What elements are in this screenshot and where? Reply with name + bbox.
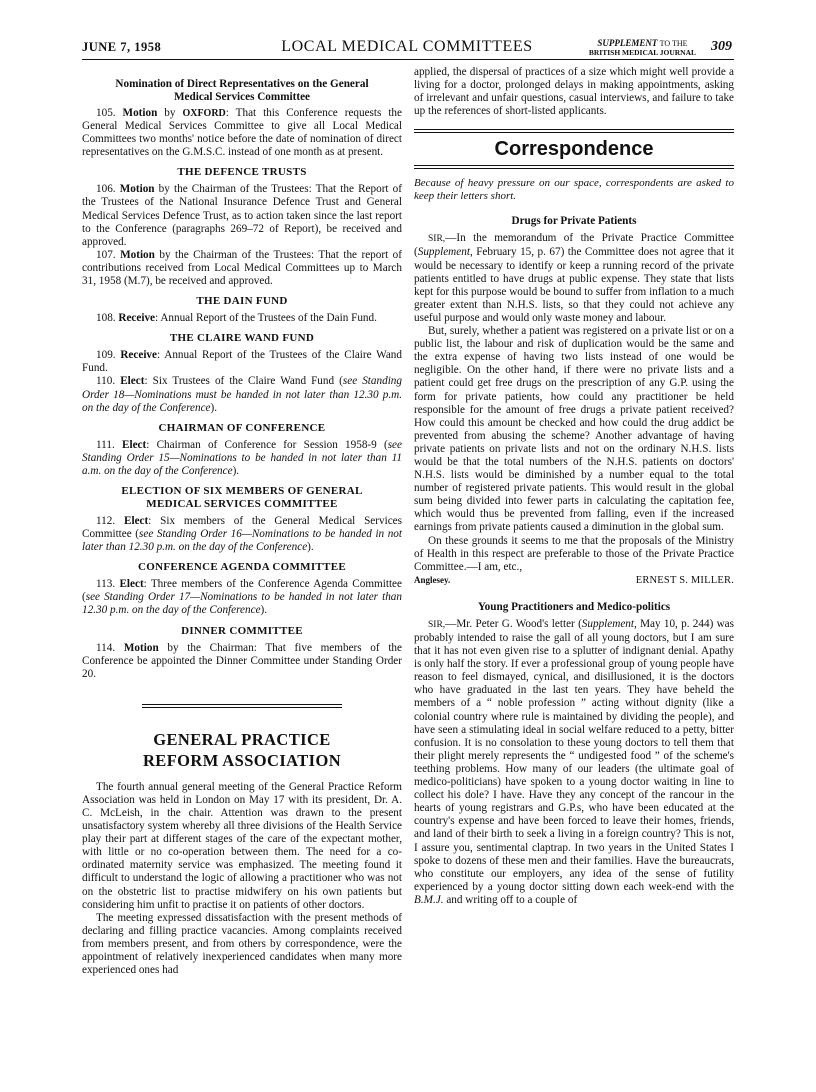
drugs-paragraph-2: But, surely, whether a patient was registered on a private list or on a public list, the labour and risk of duplication would be the same and the extra expense of having two lists instead of one would be negligible. On the other hand, if there were no private lists and a patient could get free drugs on the prescription of any G.P. using the form for private patients, how could any practitioner be held responsible for the amount of free drugs a private patient received? How could this amount be checked and how could the drug addict be prevented from abusing the scheme? Another advantage of having private patients on private lists and not on the ordinary N.H.S. lists would be that the total numbers of the N.H.S. patients on doctors' N.H.S. lists would be diminished by a number equal to the total number of registered private patients. This would result in the global sum being divided into fewer parts in calculating the capitation fee, which would thus be prevented from falling, even if the increased earnings from private patients caused a diminution in the global sum. [414,325,734,534]
item-113: 113. Elect: Three members of the Conference Agenda Committee (see Standing Order 17—Nominations to be handed in not later than 12.30 p.m. on the day of the Conference). [82,578,402,617]
gpra-paragraph-1: The fourth annual general meeting of the General Practice Reform Association was held in London on May 17 with its president, Dr. A. C. McLeish, in the chair. Attention was drawn to the present unsatisfactory system whereby all three divisions of the Health Service play their part at different stages of the care of the expectant mother, with little or no co-operation between them. The need for a co-ordinated maternity service was emphasized. The meeting found it difficult to understand the logic of allowing a practitioner who was not on the obstetric list to practise midwifery on his own patients but considering him unfit to practise it on patients of other doctors. [82,780,402,911]
claire-heading: THE CLAIRE WAND FUND [169,332,315,345]
continuation-paragraph: applied, the dispersal of practices of a size which might well provide a living for a doctor, prolonged delays in making appointments, asking of irrelevant and unfair questions, casual interviews, and failure to take up the references of short-listed applicants. [414,66,734,118]
dain-heading: THE DAIN FUND [196,295,288,308]
defence-heading: THE DEFENCE TRUSTS [177,166,307,179]
item-107: 107. Motion by the Chairman of the Trustees: That the report of contributions received from Local Medical Committees up to March 31, 1958 (M.7), be received and approved. [82,248,403,288]
item-114: 114. Motion by the Chairman: That five members of the Conference be appointed the Dinner Committee under Standing Order 20. [82,641,402,680]
right-column [414,66,734,907]
item-112: 112. Elect: Six members of the General Medical Services Committee (see Standing Order 16—Nominations to be handed in not later than 12.30 p.m. on the day of the Conference). [82,514,402,554]
left-column [82,78,402,977]
agenda-heading: CONFERENCE AGENDA COMMITTEE [138,561,346,574]
chairman-heading: CHAIRMAN OF CONFERENCE [158,421,326,434]
young-heading: Young Practitioners and Medico-politics [477,600,671,613]
young-paragraph-1: SIR,—Mr. Peter G. Wood's letter (Supplement, May 10, p. 244) was probably intended to raise the gall of all young doctors, but I am sure that it has not even given rise to a splutter of indignant denial. Apathy is only half the story. If ever a professional group of young people have reason to feel dismayed, cynical, and disillusioned, it is the doctors who have graduated in the last ten years. They have beheld the members of a “ noble profession ” acting without dignity (like a colonial country where rule is maintained by dividing the people), and have seen a stimulating ideal in social welfare reduced to a petty, bitter confusion. It is no consolation to these young doctors to tell them that their plight merely represents the “ undigested food ” of the scheme's teething problems. How many of our leaders (the ultimate goal of medico-politicians) have spoken to a young doctor waiting in line to collect his dole? I have. Have they any concept of the rancour in the hearts of young registrars and G.P.s, who have been educated at the country's expense and have been forced to leave their homes, friends, and land of their birth to seek a living in a foreign country? This is not, I assure you, sentimental claptrap. In two years in the United States I spoke to dozens of these men and their families. Have the bureaucrats, who constitute our employers, any idea of the sense of futility experienced by a young doctor sitting down each week-end with the B.M.J. and writing off to a couple of [414,617,734,906]
header-title: LOCAL MEDICAL COMMITTEES [281,38,533,55]
letter-signature: ERNEST S. MILLER. [635,574,734,586]
journal-name: BRITISH MEDICAL JOURNAL [588,48,696,57]
correspondence-note: Because of heavy pressure on our space, correspondents are asked to keep their letters short. [414,177,734,203]
drugs-paragraph-1: SIR,—In the memorandum of the Private Practice Committee (Supplement, February 15, p. 67) the Committee does not agree that it would be necessary to identify or keep a running record of the private patients entitled to have drugs at public expense. They state that lists kept for this purpose would be bound to suffer from inflation to a much greater extent than N.H.S. lists, so that they could not achieve any useful purpose and would only waste money and labour. [414,232,734,324]
header-date: JUNE 7, 1958 [82,40,162,54]
election-heading: ELECTION OF SIX MEMBERS OF GENERAL MEDICAL SERVICES COMMITTEE [121,484,363,510]
drugs-paragraph-3: On these grounds it seems to me that the proposals of the Ministry of Health in this respect are preferable to those of the Private Practice Committee.—I am, etc., [414,534,734,573]
item-106: 106. Motion by the Chairman of the Trustees: That the Report of the Trustees of the National Insurance Defence Trust and General Medical Services Defence Trust, as to action taken since the last report to the Conference (paragraphs 269–72 of Report), be received and approved. [82,183,402,248]
correspondence-rule-top [414,129,734,133]
correspondence-rule-bottom [414,165,734,169]
running-header [82,38,732,60]
item-108: 108. Receive: Annual Report of the Trustees of the Dain Fund. [96,312,377,325]
section-divider [142,704,342,708]
item-109: 109. Receive: Annual Report of the Trustees of the Claire Wand Fund. [82,349,402,375]
nomination-heading: Nomination of Direct Representatives on the General Medical Services Committee [115,78,369,103]
gpra-heading: GENERAL PRACTICE REFORM ASSOCIATION [142,729,342,770]
letter-place: Anglesey. [414,574,451,585]
supplement-to: TO THE [659,39,688,48]
supplement-label: SUPPLEMENT [597,38,658,48]
gpra-paragraph-2: The meeting expressed dissatisfaction with the present methods of declaring and filling practice vacancies. Among complaints received from members present, and from others by correspondence, were the appointment of relatively inexperienced candidates when many more experienced ones had [82,911,402,977]
page-number: 309 [711,39,732,54]
correspondence-title: Correspondence [494,138,654,161]
drugs-signature-row [414,574,734,587]
dinner-heading: DINNER COMMITTEE [181,624,303,637]
header-supplement [589,39,696,57]
item-111: 111. Elect: Chairman of Conference for Session 1958-9 (see Standing Order 15—Nominations to be handed in not later than 11 a.m. on the day of the Conference). [82,438,402,477]
item-105: 105. Motion by OXFORD: That this Conference requests the General Medical Services Committee to give all Local Medical Committees two months' notice before the date of nomination of direct representatives on the G.M.S.C. instead of one month as at present. [82,107,402,159]
drugs-heading: Drugs for Private Patients [511,215,637,228]
header-rule [82,59,734,60]
item-110: 110. Elect: Six Trustees of the Claire Wand Fund (see Standing Order 18—Nominations must be handed in not later than 12.30 p.m. on the day of the Conference). [82,375,402,414]
